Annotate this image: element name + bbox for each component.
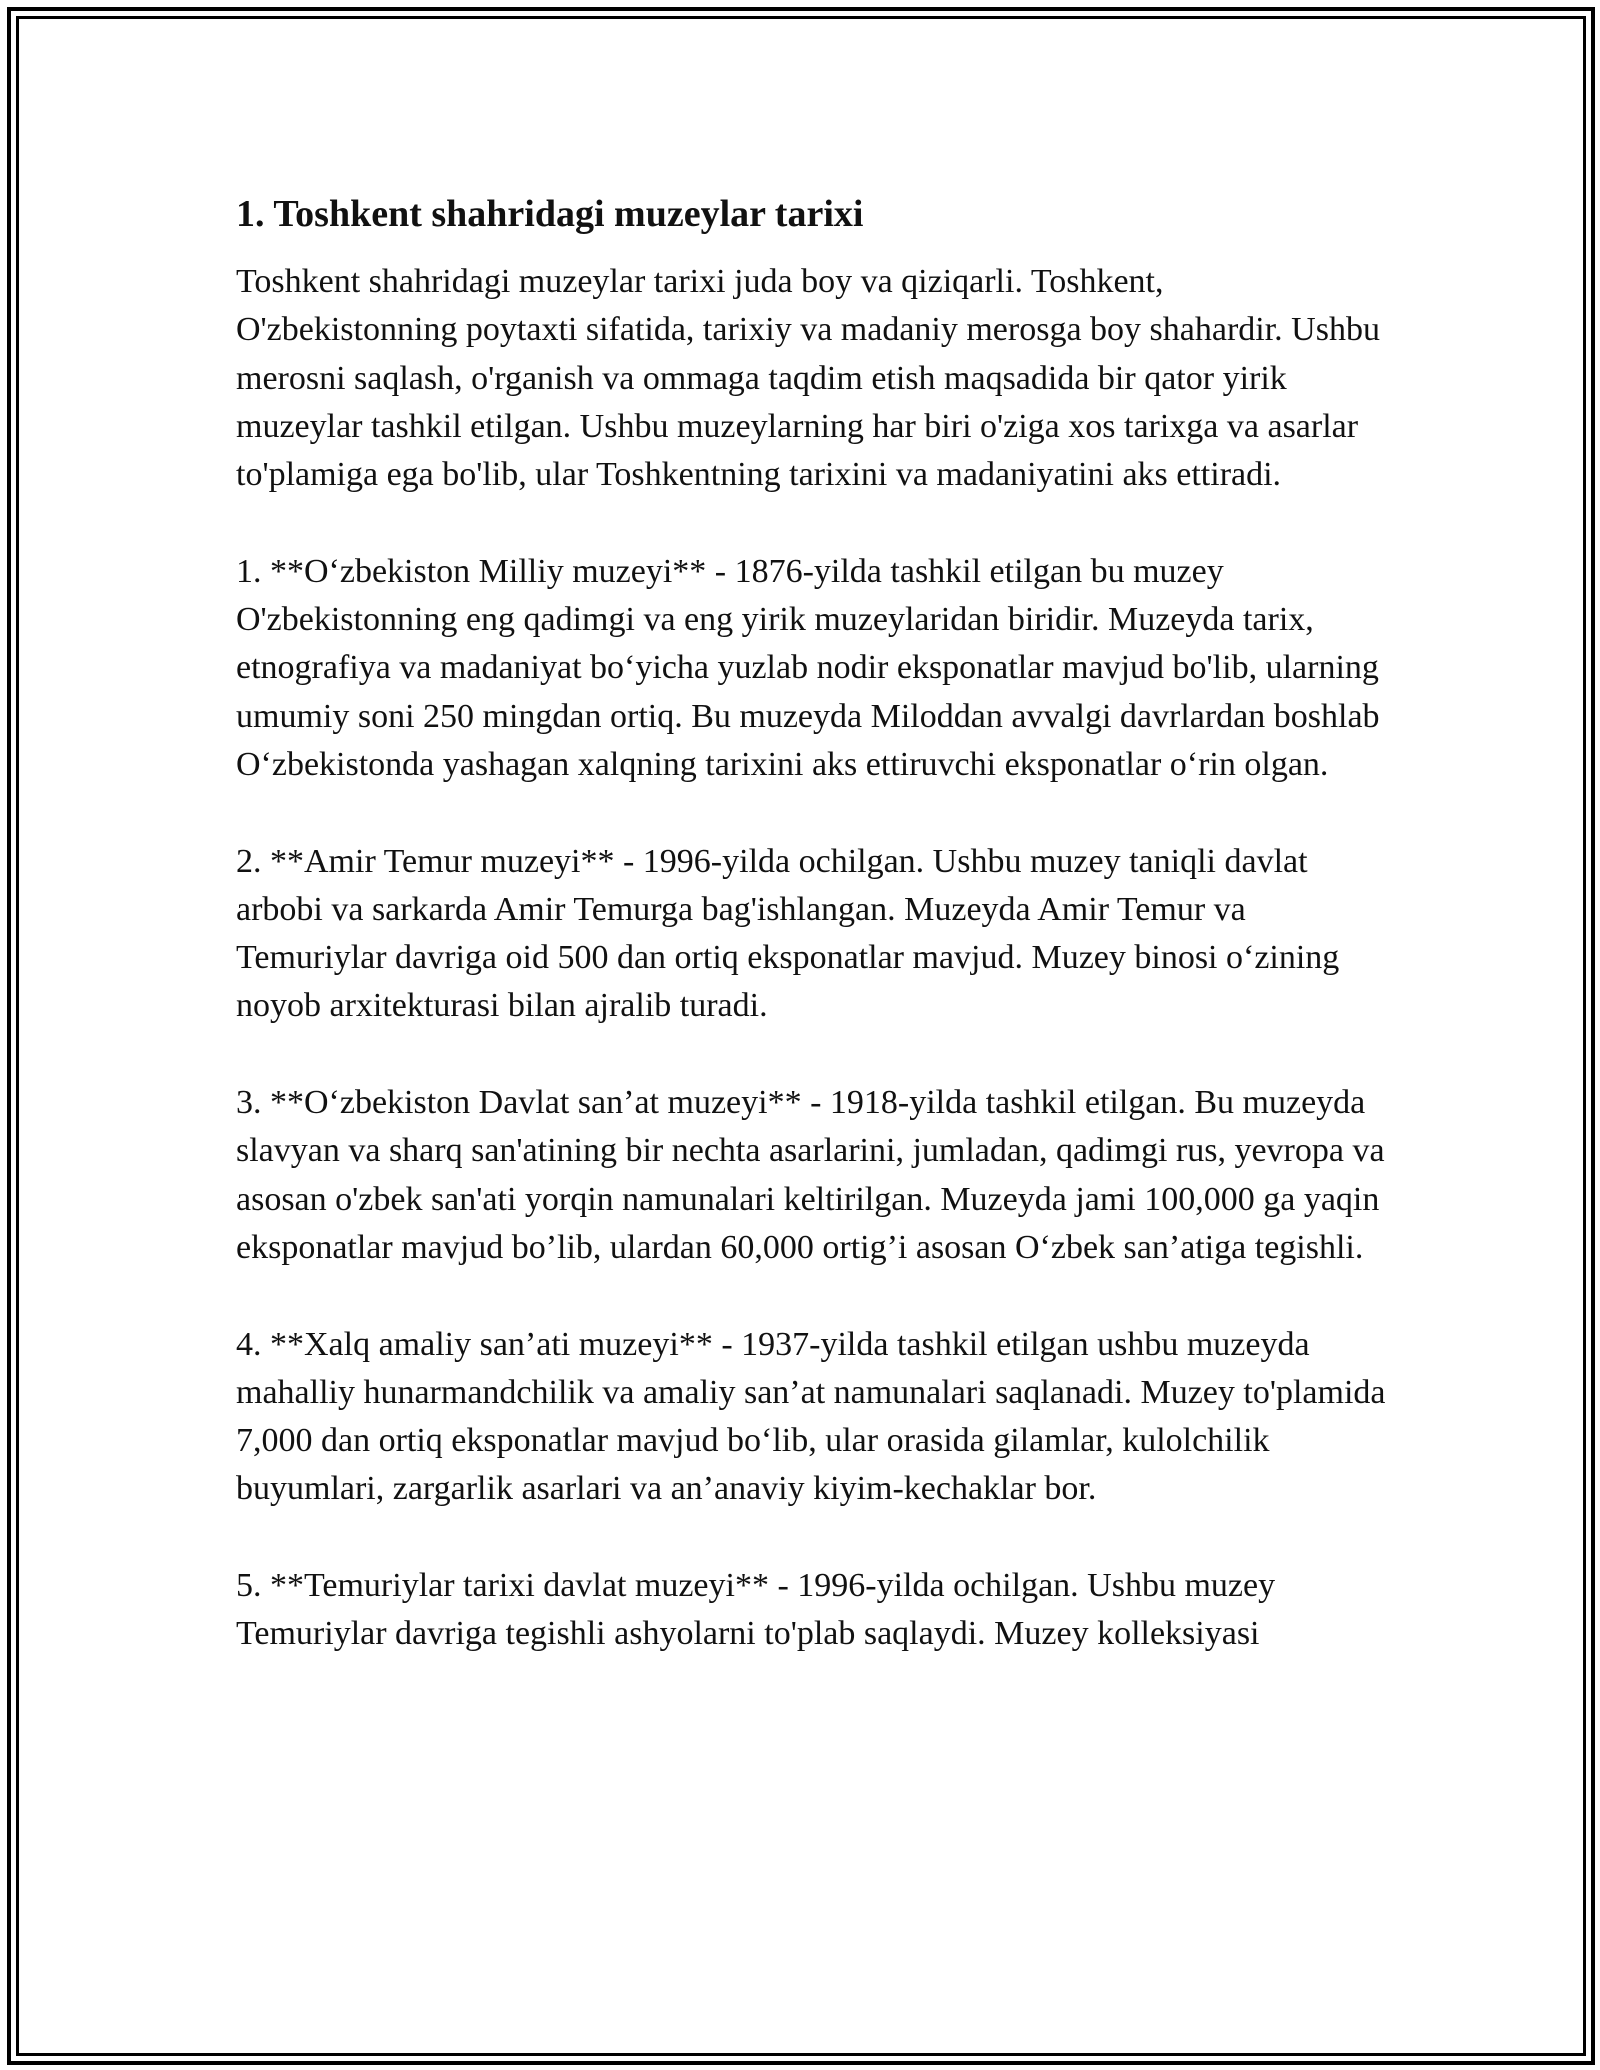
museum-item-2: 2. **Amir Temur muzeyi** - 1996-yilda ochilgan. Ushbu muzey taniqli davlat arbobi va sarkarda Amir Temurga bag'ishlangan. Muzeyda Amir Temur va Temuriylar davriga oid 500 dan ortiq eksponatlar mavjud. Muzey binosi o‘zining noyob arxitekturasi bilan ajralib turadi. [236, 842, 1340, 1025]
section-heading: 1. Toshkent shahridagi muzeylar tarixi [236, 193, 864, 235]
museum-item-1: 1. **O‘zbekiston Milliy muzeyi** - 1876-yilda tashkil etilgan bu muzey O'zbekistonning eng qadimgi va eng yirik muzeylaridan biridir. Muzeyda tarix, etnografiya va madaniyat bo‘yicha yuzlab nodir eksponatlar mavjud bo'lib, ularning umumiy soni 250 mingdan ortiq. Bu muzeyda Miloddan avvalgi davrlardan boshlab O‘zbekistonda yashagan xalqning tarixini aks ettiruvchi eksponatlar o‘rin olgan. [236, 552, 1380, 783]
document-body [236, 188, 1386, 1707]
intro-paragraph: Toshkent shahridagi muzeylar tarixi juda boy va qiziqarli. Toshkent, O'zbekistonning poytaxti sifatida, tarixiy va madaniy merosga boy shahardir. Ushbu merosni saqlash, o'rganish va ommaga taqdim etish maqsadida bir qator yirik muzeylar tashkil etilgan. Ushbu muzeylarning har biri o'ziga xos tarixga va asarlar to'plamiga ega bo'lib, ular Toshkentning tarixini va madaniyatini aks ettiradi. [236, 263, 1380, 494]
museum-item-5: 5. **Temuriylar tarixi davlat muzeyi** - 1996-yilda ochilgan. Ushbu muzey Temuriylar davriga tegishli ashyolarni to'plab saqlaydi. Muzey kolleksiyasi [236, 1567, 1276, 1653]
museum-item-3: 3. **O‘zbekiston Davlat san’at muzeyi** - 1918-yilda tashkil etilgan. Bu muzeyda slavyan va sharq san'atining bir nechta asarlarini, jumladan, qadimgi rus, yevropa va asosan o'zbek san'ati yorqin namunalari keltirilgan. Muzeyda jami 100,000 ga yaqin eksponatlar mavjud bo’lib, ulardan 60,000 ortig’i asosan O‘zbek san’atiga tegishli. [236, 1084, 1385, 1266]
museum-item-4: 4. **Xalq amaliy san’ati muzeyi** - 1937-yilda tashkil etilgan ushbu muzeyda mahalliy hunarmandchilik va amaliy san’at namunalari saqlanadi. Muzey to'plamida 7,000 dan ortiq eksponatlar mavjud bo‘lib, ular orasida gilamlar, kulolchilik buyumlari, zargarlik asarlari va an’anaviy kiyim-kechaklar bor. [236, 1325, 1386, 1508]
